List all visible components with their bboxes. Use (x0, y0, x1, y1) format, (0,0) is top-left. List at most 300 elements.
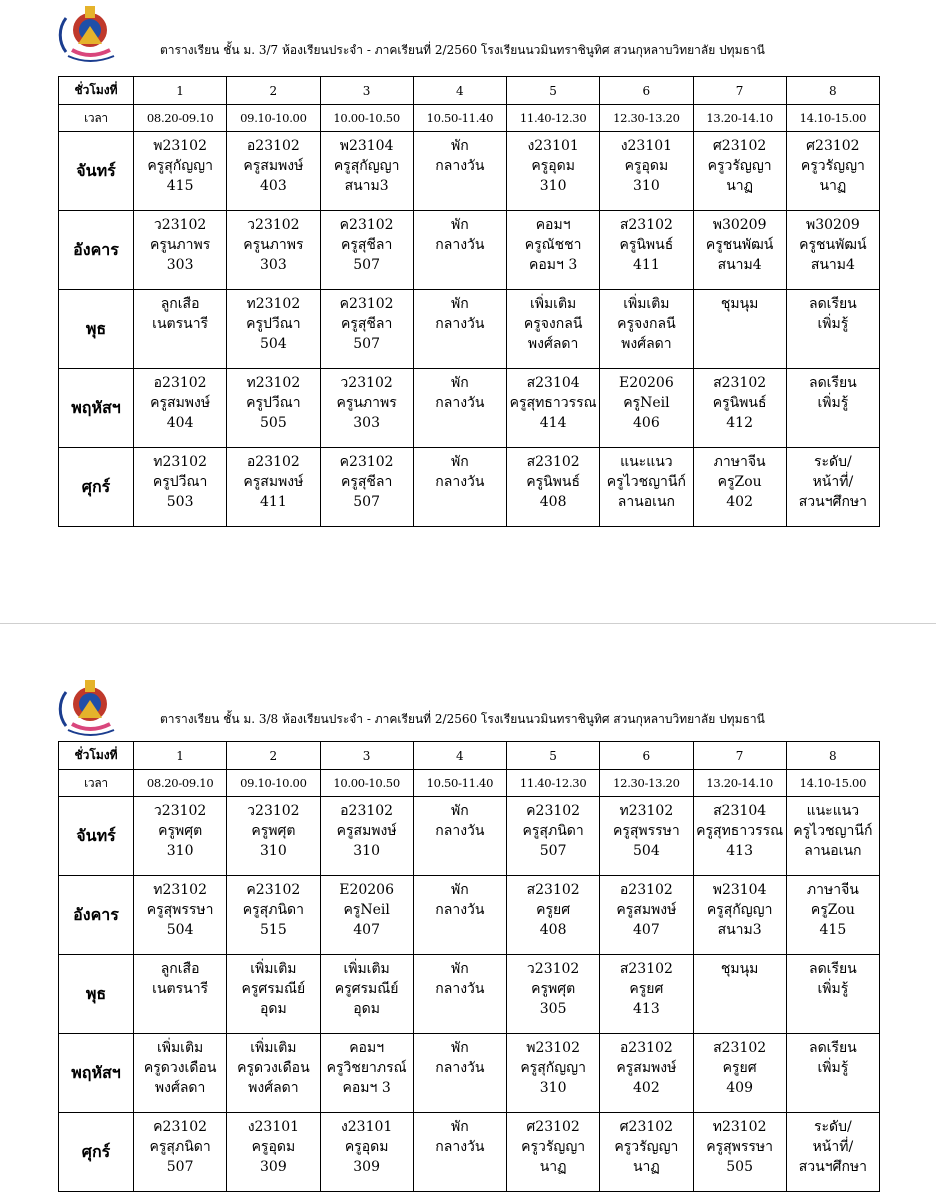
room: สนาม4 (810, 257, 855, 273)
period-number: 7 (693, 742, 786, 770)
subject-code: ง23101 (620, 138, 673, 154)
teacher-name: ครูสุชีลา (340, 474, 393, 490)
class-cell (413, 955, 506, 1034)
day-label: อังคาร (59, 876, 134, 955)
subject-code: พ23104 (339, 138, 394, 154)
day-row (59, 797, 880, 876)
subject-code: ว23102 (247, 803, 300, 819)
subject-code: พัก (451, 1119, 469, 1135)
subject-code: ชุมนุม (720, 961, 759, 977)
class-cell (320, 369, 413, 448)
teacher-name: ครูสุทธาวรรณ (696, 823, 784, 839)
class-cell (227, 448, 320, 527)
day-label: พฤหัสฯ (59, 369, 134, 448)
class-cell (693, 132, 786, 211)
subject-code: ลดเรียน (809, 375, 857, 391)
class-cell (507, 797, 600, 876)
class-cell (320, 797, 413, 876)
class-cell (507, 211, 600, 290)
teacher-name: ครูวรัญญา (614, 1139, 679, 1155)
period-header-label: ชั่วโมงที่ (59, 77, 134, 105)
teacher-name: ครูวรัญญา (800, 158, 865, 174)
subject-code: เพิ่มเติม (623, 296, 670, 312)
room: 504 (260, 336, 287, 352)
class-cell (320, 876, 413, 955)
subject-code: ศ23102 (526, 1119, 580, 1135)
class-cell (134, 1113, 227, 1192)
teacher-name: ครูนิพนธ์ (526, 474, 581, 490)
time-slot: 09.10-10.00 (227, 105, 320, 132)
teacher-name: ครูสุกัญญา (333, 158, 400, 174)
room: นาฏ (726, 178, 754, 194)
teacher-name: ครูสมพงษ์ (150, 395, 211, 411)
class-cell (413, 211, 506, 290)
class-cell (786, 797, 879, 876)
period-number: 4 (413, 742, 506, 770)
time-slot: 13.20-14.10 (693, 770, 786, 797)
room: 504 (633, 843, 660, 859)
subject-code: E20206 (618, 375, 674, 391)
room: 507 (353, 257, 380, 273)
class-cell (227, 876, 320, 955)
day-label: พุธ (59, 290, 134, 369)
teacher-name: ครูสุกัญญา (147, 158, 213, 174)
room: พงศ์ลดา (248, 1080, 299, 1096)
time-slot: 11.40-12.30 (507, 105, 600, 132)
class-cell (227, 132, 320, 211)
timetable-title: ตารางเรียน ชั้น ม. 3/8 ห้องเรียนประจำ - ภาคเรียนที่ 2/2560 โรงเรียนนวมินทราชินูทิศ สวนกุหลาบวิทยาลัย ปทุมธานี (160, 712, 765, 726)
teacher-name: ครูสุทธาวรรณ (509, 395, 597, 411)
teacher-name: ครูNeil (343, 902, 390, 918)
period-number: 8 (786, 77, 879, 105)
day-label: พฤหัสฯ (59, 1034, 134, 1113)
room: 411 (633, 257, 660, 273)
time-slot: 11.40-12.30 (507, 770, 600, 797)
teacher-name: ครูสุชีลา (340, 237, 393, 253)
teacher-name: ครูสุกัญญา (520, 1060, 586, 1076)
class-cell (134, 132, 227, 211)
subject-code: ภาษาจีน (713, 454, 766, 470)
class-cell (507, 132, 600, 211)
teacher-name: กลางวัน (435, 316, 485, 332)
room: ลานอเนก (804, 843, 862, 859)
teacher-name: กลางวัน (435, 395, 485, 411)
time-slot: 12.30-13.20 (600, 770, 693, 797)
teacher-name: ครูณัชชา (524, 237, 582, 253)
teacher-name: เนตรนารี (152, 981, 209, 997)
teacher-name: ครูศรมณีย์ (241, 981, 306, 997)
class-cell (600, 290, 693, 369)
timetable-title: ตารางเรียน ชั้น ม. 3/7 ห้องเรียนประจำ - ภาคเรียนที่ 2/2560 โรงเรียนนวมินทราชินูทิศ สวนกุหลาบวิทยาลัย ปทุมธานี (160, 43, 765, 57)
room: 303 (260, 257, 287, 273)
day-label: พุธ (59, 955, 134, 1034)
class-cell (786, 132, 879, 211)
subject-code: ระดับ/ (814, 1119, 852, 1135)
subject-code: ท23102 (153, 454, 207, 470)
teacher-name: ครูพศุต (158, 823, 203, 839)
teacher-name: กลางวัน (435, 902, 485, 918)
subject-code: เพิ่มเติม (250, 1040, 297, 1056)
class-cell (786, 369, 879, 448)
subject-code: ง23101 (527, 138, 579, 154)
subject-code: ค23102 (339, 217, 394, 233)
teacher-name: ครูยศ (536, 902, 571, 918)
day-row (59, 369, 880, 448)
room: 515 (260, 922, 287, 938)
subject-code: ระดับ/ (814, 454, 852, 470)
class-cell (600, 797, 693, 876)
class-cell (320, 955, 413, 1034)
subject-code: เพิ่มเติม (250, 961, 297, 977)
teacher-name: ครูไวชญานีก์ (793, 823, 873, 839)
subject-code: ว23102 (340, 375, 393, 391)
class-cell (786, 1034, 879, 1113)
room: 415 (819, 922, 847, 938)
subject-code: พ30209 (712, 217, 767, 233)
teacher-name: ครูZou (810, 902, 855, 918)
room: 309 (353, 1159, 380, 1175)
class-cell (227, 1034, 320, 1113)
teacher-name: ครูจงกลนี (523, 316, 583, 332)
subject-code: ค23102 (153, 1119, 208, 1135)
teacher-name: ครูศรมณีย์ (334, 981, 399, 997)
class-cell (600, 1113, 693, 1192)
subject-code: พัก (451, 961, 469, 977)
teacher-name: กลางวัน (435, 1060, 485, 1076)
teacher-name: ครูสุกัญญา (706, 902, 773, 918)
class-cell (786, 955, 879, 1034)
subject-code: ว23102 (153, 803, 207, 819)
page-divider (0, 623, 936, 624)
subject-code: แนะแนว (806, 803, 860, 819)
room: นาฏ (819, 178, 847, 194)
room: 310 (539, 1080, 567, 1096)
teacher-name: ครูปวีณา (152, 474, 208, 490)
time-slot: 13.20-14.10 (693, 105, 786, 132)
subject-code: เพิ่มเติม (343, 961, 390, 977)
class-cell (134, 448, 227, 527)
teacher-name: ครูพศุต (531, 981, 576, 997)
subject-code: ส23102 (713, 1040, 767, 1056)
class-cell (413, 369, 506, 448)
teacher-name: เพิ่มรู้ (817, 316, 849, 332)
room: 414 (539, 415, 567, 431)
day-label: จันทร์ (59, 132, 134, 211)
room: 505 (726, 1159, 753, 1175)
subject-code: ลูกเสือ (160, 296, 200, 312)
period-number: 1 (134, 77, 227, 105)
teacher-name: ครูดวงเดือน (237, 1060, 310, 1076)
room: 310 (633, 178, 660, 194)
subject-code: ส23102 (619, 217, 673, 233)
period-number: 2 (227, 77, 320, 105)
teacher-name: ครูอุดม (624, 158, 669, 174)
room: 507 (539, 843, 567, 859)
period-number: 7 (693, 77, 786, 105)
subject-code: ศ23102 (619, 1119, 674, 1135)
subject-code: ลดเรียน (809, 961, 857, 977)
teacher-name: ครูชนพัฒน์ (799, 237, 867, 253)
teacher-name: กลางวัน (435, 158, 485, 174)
subject-code: ค23102 (339, 454, 394, 470)
subject-code: ลดเรียน (809, 296, 857, 312)
teacher-name: ครูสมพงษ์ (243, 474, 304, 490)
subject-code: อ23102 (246, 138, 300, 154)
class-cell (600, 211, 693, 290)
class-cell (134, 797, 227, 876)
teacher-name: ครูสมพงษ์ (616, 902, 677, 918)
class-cell (320, 1034, 413, 1113)
teacher-name: ครูสุภนิดา (522, 823, 584, 839)
subject-code: อ23102 (619, 1040, 673, 1056)
timetable-table (58, 76, 880, 527)
room: 404 (166, 415, 194, 431)
subject-code: เพิ่มเติม (529, 296, 577, 312)
subject-code: ง23101 (247, 1119, 300, 1135)
time-slot: 09.10-10.00 (227, 770, 320, 797)
period-header-row (59, 77, 880, 105)
teacher-name: ครูชนพัฒน์ (705, 237, 774, 253)
class-cell (507, 448, 600, 527)
school-logo-icon (58, 0, 122, 66)
timetable-page-2 (0, 628, 936, 1200)
subject-code: พ23102 (153, 138, 207, 154)
class-cell (413, 1113, 506, 1192)
room: 413 (633, 1001, 660, 1017)
class-cell (693, 369, 786, 448)
class-cell (786, 211, 879, 290)
room: 402 (726, 494, 753, 510)
subject-code: ศ23102 (806, 138, 860, 154)
room: นาฏ (632, 1159, 660, 1175)
subject-code: ท23102 (246, 375, 301, 391)
teacher-name: ครูนภาพร (149, 237, 211, 253)
teacher-name: ครูอุดม (344, 1139, 389, 1155)
teacher-name: ครูสมพงษ์ (616, 1060, 677, 1076)
teacher-name: ครูนิพนธ์ (619, 237, 674, 253)
teacher-name: ครูอุดม (251, 1139, 296, 1155)
class-cell (413, 290, 506, 369)
time-slot: 08.20-09.10 (134, 770, 227, 797)
room: 310 (166, 843, 194, 859)
room: อุดม (260, 1001, 287, 1017)
teacher-name: ครูZou (717, 474, 762, 490)
day-label: ศุกร์ (59, 1113, 134, 1192)
room: สนาม4 (717, 257, 762, 273)
class-cell (320, 1113, 413, 1192)
subject-code: ส23102 (526, 454, 580, 470)
subject-code: พ30209 (805, 217, 860, 233)
period-number: 6 (600, 77, 693, 105)
class-cell (600, 1034, 693, 1113)
class-cell (693, 1034, 786, 1113)
subject-code: ส23102 (713, 375, 767, 391)
class-cell (693, 955, 786, 1034)
class-cell (507, 290, 600, 369)
subject-code: ส23104 (713, 803, 767, 819)
class-cell (507, 876, 600, 955)
subject-code: ท23102 (619, 803, 674, 819)
subject-code: ค23102 (339, 296, 394, 312)
subject-code: ท23102 (712, 1119, 767, 1135)
room: พงศ์ลดา (527, 336, 579, 352)
time-slot: 10.50-11.40 (413, 770, 506, 797)
day-row (59, 876, 880, 955)
teacher-name: ครูนภาพร (336, 395, 397, 411)
room: 507 (353, 336, 380, 352)
room: สนาม3 (717, 922, 762, 938)
room: ลานอเนก (617, 494, 675, 510)
subject-code: อ23102 (619, 882, 673, 898)
subject-code: พัก (451, 803, 469, 819)
period-number: 3 (320, 77, 413, 105)
class-cell (134, 955, 227, 1034)
teacher-name: ครูNeil (623, 395, 670, 411)
period-number: 8 (786, 742, 879, 770)
class-cell (786, 876, 879, 955)
day-label: จันทร์ (59, 797, 134, 876)
period-number: 5 (507, 77, 600, 105)
teacher-name: ครูปวีณา (246, 395, 301, 411)
subject-code: ส23102 (619, 961, 673, 977)
class-cell (507, 955, 600, 1034)
class-cell (413, 448, 506, 527)
period-number: 2 (227, 742, 320, 770)
teacher-name: ครูสุภนิดา (149, 1139, 211, 1155)
teacher-name: หน้าที่/ (812, 1139, 854, 1155)
teacher-name: ครูนิพนธ์ (712, 395, 767, 411)
class-cell (507, 369, 600, 448)
room: 303 (166, 257, 194, 273)
period-number: 1 (134, 742, 227, 770)
room: อุดม (353, 1001, 380, 1017)
room: พงศ์ลดา (621, 336, 672, 352)
room: 412 (726, 415, 753, 431)
subject-code: ว23102 (153, 217, 207, 233)
subject-code: ง23101 (340, 1119, 393, 1135)
day-row (59, 448, 880, 527)
subject-code: ส23104 (526, 375, 580, 391)
time-slot: 08.20-09.10 (134, 105, 227, 132)
teacher-name: ครูวรัญญา (521, 1139, 586, 1155)
teacher-name: กลางวัน (435, 823, 485, 839)
subject-code: อ23102 (340, 803, 394, 819)
timetable-page-1 (0, 0, 936, 588)
class-cell (786, 290, 879, 369)
teacher-name: ครูอุดม (531, 158, 575, 174)
room: 310 (260, 843, 287, 859)
teacher-name: ครูจงกลนี (617, 316, 676, 332)
teacher-name: ครูสุพรรษา (612, 823, 680, 839)
subject-code: คอมฯ (349, 1040, 385, 1056)
subject-code: แนะแนว (620, 454, 673, 470)
subject-code: ลดเรียน (809, 1040, 857, 1056)
teacher-name: กลางวัน (435, 474, 485, 490)
time-slot: 10.00-10.50 (320, 105, 413, 132)
room: 303 (353, 415, 380, 431)
room: คอมฯ 3 (342, 1080, 391, 1096)
class-cell (134, 369, 227, 448)
room: 305 (539, 1001, 567, 1017)
class-cell (320, 290, 413, 369)
teacher-name: ครูยศ (629, 981, 664, 997)
room: 403 (260, 178, 287, 194)
class-cell (320, 448, 413, 527)
class-cell (227, 290, 320, 369)
class-cell (413, 797, 506, 876)
teacher-name: ครูดวงเดือน (143, 1060, 217, 1076)
subject-code: พ23104 (712, 882, 767, 898)
room: 505 (260, 415, 287, 431)
subject-code: พัก (451, 454, 469, 470)
subject-code: ส23102 (526, 882, 580, 898)
room: 310 (539, 178, 567, 194)
subject-code: พัก (451, 217, 469, 233)
room: 407 (353, 922, 380, 938)
teacher-name: ครูวิชยาภรณ์ (326, 1060, 407, 1076)
teacher-name: ครูสมพงษ์ (336, 823, 397, 839)
teacher-name: ครูสุพรรษา (146, 902, 214, 918)
class-cell (600, 876, 693, 955)
class-cell (227, 797, 320, 876)
class-cell (227, 369, 320, 448)
class-cell (227, 211, 320, 290)
teacher-name: ครูสุพรรษา (706, 1139, 774, 1155)
day-row (59, 132, 880, 211)
class-cell (507, 1034, 600, 1113)
room: 415 (166, 178, 194, 194)
time-label: เวลา (59, 770, 134, 797)
timetable-table (58, 741, 880, 1192)
subject-code: พัก (451, 375, 469, 391)
subject-code: พ23102 (526, 1040, 580, 1056)
period-number: 5 (507, 742, 600, 770)
class-cell (693, 211, 786, 290)
room: 503 (166, 494, 194, 510)
class-cell (507, 1113, 600, 1192)
teacher-name: ครูนภาพร (243, 237, 304, 253)
room: 411 (260, 494, 287, 510)
teacher-name: หน้าที่/ (812, 474, 854, 490)
subject-code: เพิ่มเติม (156, 1040, 204, 1056)
teacher-name: เพิ่มรู้ (817, 1060, 849, 1076)
time-slot: 14.10-15.00 (786, 105, 879, 132)
teacher-name: ครูสุชีลา (340, 316, 393, 332)
room: นาฏ (539, 1159, 567, 1175)
subject-code: ท23102 (246, 296, 301, 312)
period-number: 6 (600, 742, 693, 770)
subject-code: ศ23102 (712, 138, 767, 154)
subject-code: ค23102 (526, 803, 581, 819)
teacher-name: ครูสุภนิดา (242, 902, 304, 918)
room: 408 (539, 922, 567, 938)
teacher-name: กลางวัน (435, 981, 485, 997)
subject-code: ค23102 (246, 882, 301, 898)
class-cell (134, 290, 227, 369)
subject-code: ลูกเสือ (160, 961, 200, 977)
day-row (59, 1113, 880, 1192)
teacher-name: เนตรนารี (152, 316, 209, 332)
class-cell (134, 211, 227, 290)
period-number: 4 (413, 77, 506, 105)
teacher-name: ครูปวีณา (246, 316, 301, 332)
teacher-name: ครูไวชญานีก์ (606, 474, 686, 490)
class-cell (693, 290, 786, 369)
class-cell (413, 1034, 506, 1113)
class-cell (693, 876, 786, 955)
class-cell (600, 955, 693, 1034)
school-logo-icon (58, 674, 122, 740)
